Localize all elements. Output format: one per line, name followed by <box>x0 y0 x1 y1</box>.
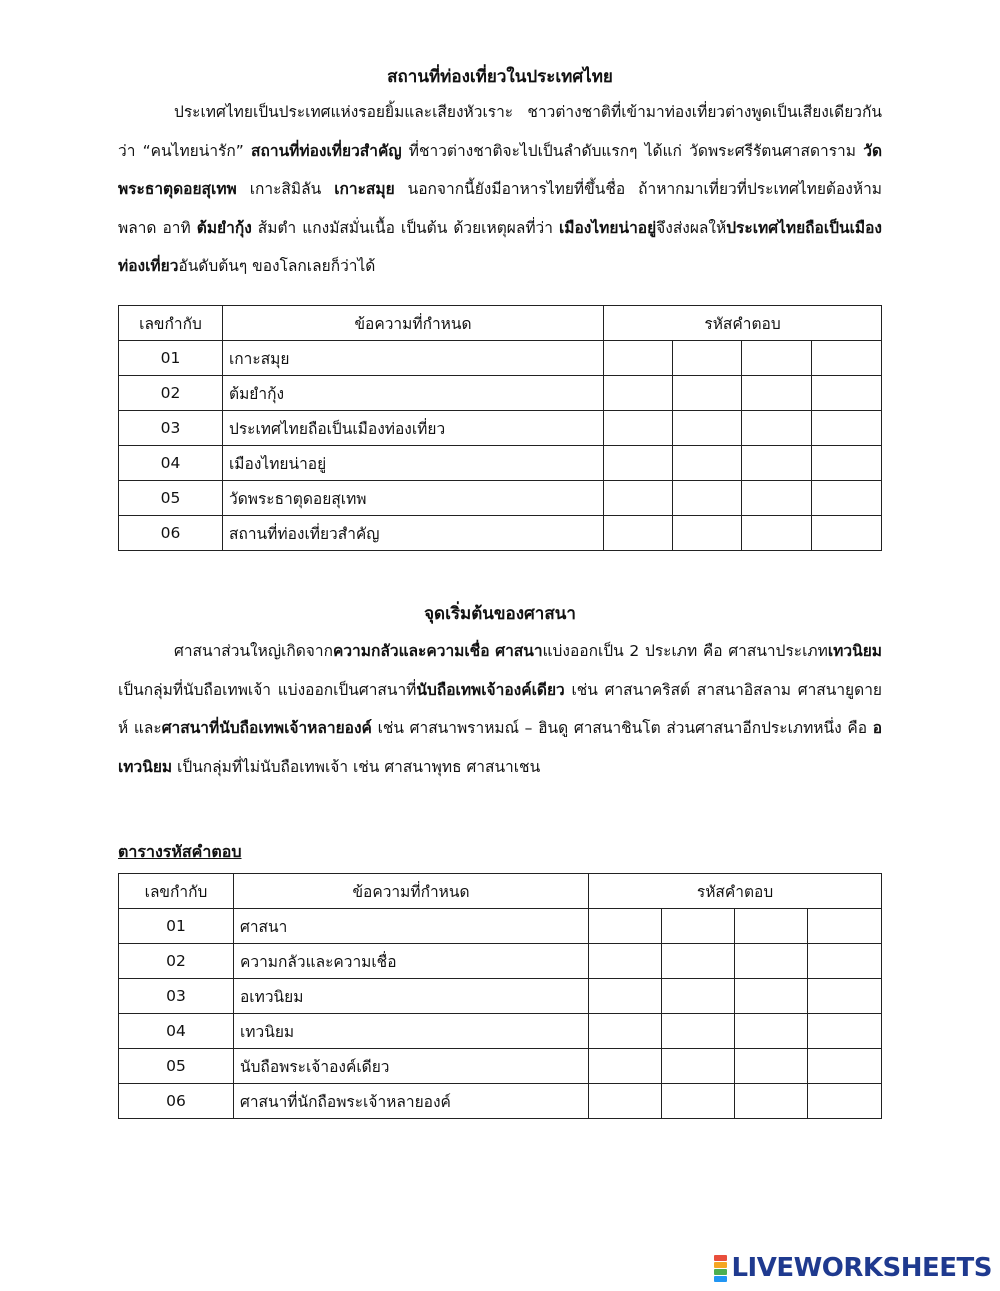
table-row <box>119 341 882 376</box>
answer-code-box[interactable] <box>662 1084 735 1119</box>
row-number: 06 <box>119 1084 234 1119</box>
header-answer-code: รหัสคำตอบ <box>604 306 882 341</box>
bold-keyword: ประเทศไทยถือเป็นเมืองท่องเที่ยว <box>118 218 882 275</box>
bold-keyword: เกาะสมุย <box>334 180 395 198</box>
table-row <box>119 1084 882 1119</box>
answer-code-box[interactable] <box>662 1049 735 1084</box>
answer-code-box[interactable] <box>673 376 742 411</box>
table-row <box>119 1049 882 1084</box>
row-statement: ศาสนา <box>234 909 589 944</box>
text-run: เช่น ศาสนาคริสต์ สาสนาอิสลาม ศาสนายูดายห์ และ <box>118 680 882 737</box>
answer-code-box[interactable] <box>735 1049 808 1084</box>
text-run: เป็นกลุ่มที่นับถือเทพเจ้า แบ่งออกเป็นศาสนาที่ <box>118 680 417 699</box>
text-run: ประเทศไทยเป็นประเทศแห่งรอยยิ้มและเสียงหัวเราะ ชาวต่างชาติที่เข้ามาท่องเที่ยวต่างพูดเป็นเสียงเดียวกันว่า “คนไทยน่ารัก” <box>118 103 882 160</box>
answer-code-box[interactable] <box>742 446 812 481</box>
bold-keyword: ความกลัวและความเชื่อ <box>332 642 490 660</box>
answer-code-box[interactable] <box>808 909 882 944</box>
answer-code-box[interactable] <box>808 1014 882 1049</box>
row-statement: เมืองไทยน่าอยู่ <box>223 446 604 481</box>
answer-code-box[interactable] <box>589 944 662 979</box>
bold-keyword: นับถือเทพเจ้าองค์เดียว <box>416 680 565 699</box>
table-row <box>119 446 882 481</box>
answer-code-box[interactable] <box>808 944 882 979</box>
table-row <box>119 1014 882 1049</box>
row-statement: ความกลัวและความเชื่อ <box>234 944 589 979</box>
table-row <box>119 979 882 1014</box>
logo-text: LIVEWORKSHEETS <box>731 1253 992 1283</box>
logo-bar <box>714 1276 727 1282</box>
answer-code-box[interactable] <box>673 341 742 376</box>
row-statement: อเทวนิยม <box>234 979 589 1014</box>
answer-code-box[interactable] <box>812 411 882 446</box>
row-number: 03 <box>119 979 234 1014</box>
bold-keyword: อเทวนิยม <box>118 719 882 776</box>
row-statement: เทวนิยม <box>234 1014 589 1049</box>
answer-code-box[interactable] <box>604 481 673 516</box>
answer-code-box[interactable] <box>673 516 742 551</box>
answer-code-box[interactable] <box>808 1049 882 1084</box>
answer-code-box[interactable] <box>604 411 673 446</box>
answer-code-box[interactable] <box>604 341 673 376</box>
answer-code-box[interactable] <box>808 979 882 1014</box>
answer-code-box[interactable] <box>589 1049 662 1084</box>
row-statement: ประเทศไทยถือเป็นเมืองท่องเที่ยว <box>223 411 604 446</box>
answer-code-box[interactable] <box>662 944 735 979</box>
answer-code-box[interactable] <box>812 516 882 551</box>
logo-mark-icon <box>714 1255 727 1282</box>
answer-code-box[interactable] <box>812 446 882 481</box>
bold-keyword: ศาสนาที่นับถือเทพเจ้าหลายองค์ <box>161 719 372 737</box>
row-number: 01 <box>119 341 223 376</box>
row-statement: วัดพระธาตุดอยสุเทพ <box>223 481 604 516</box>
answer-code-box[interactable] <box>604 516 673 551</box>
answer-code-box[interactable] <box>673 446 742 481</box>
table-row <box>119 944 882 979</box>
row-statement: นับถือพระเจ้าองค์เดียว <box>234 1049 589 1084</box>
answer-table-2 <box>118 873 882 1119</box>
answer-code-box[interactable] <box>604 376 673 411</box>
text-run: ศาสนาส่วนใหญ่เกิดจาก <box>174 642 333 660</box>
row-number: 04 <box>119 446 223 481</box>
bold-keyword: ศาสนา <box>495 642 543 660</box>
bold-keyword: เมืองไทยน่าอยู่ <box>558 218 657 237</box>
answer-code-box[interactable] <box>812 481 882 516</box>
header-answer-code: รหัสคำตอบ <box>589 874 882 909</box>
answer-code-box[interactable] <box>735 909 808 944</box>
answer-code-box[interactable] <box>742 481 812 516</box>
row-number: 04 <box>119 1014 234 1049</box>
answer-code-box[interactable] <box>735 944 808 979</box>
table-row <box>119 411 882 446</box>
logo-bar <box>714 1262 727 1268</box>
table-row <box>119 909 882 944</box>
text-run: ส้มตำ แกงมัสมั่นเนื้อ เป็นต้น ด้วยเหตุผลที่ว่า <box>251 218 559 237</box>
row-number: 05 <box>119 481 223 516</box>
section-1-paragraph <box>118 93 882 286</box>
header-statement: ข้อความที่กำหนด <box>223 306 604 341</box>
answer-code-box[interactable] <box>673 481 742 516</box>
answer-code-box[interactable] <box>589 979 662 1014</box>
row-number: 01 <box>119 909 234 944</box>
row-number: 02 <box>119 376 223 411</box>
row-statement: ต้มยำกุ้ง <box>223 376 604 411</box>
section-2-title: จุดเริ่มต้นของศาสนา <box>424 604 576 624</box>
answer-code-box[interactable] <box>662 1014 735 1049</box>
header-number: เลขกำกับ <box>119 306 223 341</box>
answer-code-box[interactable] <box>589 1014 662 1049</box>
header-statement: ข้อความที่กำหนด <box>234 874 589 909</box>
text-run: เช่น ศาสนาพราหมณ์ – ฮินดู ศาสนาชินโต ส่วนศาสนาอีกประเภทหนึ่ง คือ <box>371 719 873 737</box>
answer-code-box[interactable] <box>808 1084 882 1119</box>
answer-code-box[interactable] <box>742 376 812 411</box>
answer-code-box[interactable] <box>662 979 735 1014</box>
answer-table-1 <box>118 305 882 551</box>
table-row <box>119 516 882 551</box>
logo-bar <box>714 1269 727 1275</box>
answer-code-box[interactable] <box>742 516 812 551</box>
answer-code-box[interactable] <box>673 411 742 446</box>
row-number: 06 <box>119 516 223 551</box>
row-statement: ศาสนาที่นักถือพระเจ้าหลายองค์ <box>234 1084 589 1119</box>
answer-code-box[interactable] <box>742 411 812 446</box>
answer-code-box[interactable] <box>735 979 808 1014</box>
header-number: เลขกำกับ <box>119 874 234 909</box>
answer-code-box[interactable] <box>735 1014 808 1049</box>
answer-code-box[interactable] <box>604 446 673 481</box>
text-run: นอกจากนี้ยังมีอาหารไทยที่ขึ้นชื่อ ถ้าหากมาเที่ยวที่ประเทศไทยต้องห้ามพลาด อาทิ <box>118 180 882 237</box>
row-statement: เกาะสมุย <box>223 341 604 376</box>
text-run: เป็นกลุ่มที่ไม่นับถือเทพเจ้า เช่น ศาสนาพุทธ ศาสนาเชน <box>172 757 541 776</box>
section-1-title: สถานที่ท่องเที่ยวในประเทศไทย <box>387 67 613 87</box>
row-number: 05 <box>119 1049 234 1084</box>
answer-code-box[interactable] <box>589 1084 662 1119</box>
answer-code-box[interactable] <box>742 341 812 376</box>
answer-code-box[interactable] <box>812 341 882 376</box>
text-run: เกาะสิมิลัน <box>236 180 335 198</box>
row-number: 02 <box>119 944 234 979</box>
bold-keyword: สถานที่ท่องเที่ยวสำคัญ <box>251 141 402 160</box>
table-row <box>119 481 882 516</box>
text-run: อันดับต้นๆ ของโลกเลยก็ว่าได้ <box>178 257 376 275</box>
row-number: 03 <box>119 411 223 446</box>
bold-keyword: ต้มยำกุ้ง <box>196 218 252 237</box>
answer-code-box[interactable] <box>662 909 735 944</box>
table-row <box>119 376 882 411</box>
section-2-paragraph <box>118 632 882 786</box>
logo-bar <box>714 1255 727 1261</box>
bold-keyword: วัดพระธาตุดอยสุเทพ <box>118 141 883 198</box>
text-run: ที่ชาวต่างชาติจะไปเป็นลำดับแรกๆ ได้แก่ วัดพระศรีรัตนศาสดาราม <box>401 141 864 160</box>
answer-table-label: ตารางรหัสคำตอบ <box>118 842 242 861</box>
text-run: จึงส่งผลให้ <box>656 218 727 237</box>
liveworksheets-logo <box>714 1252 992 1284</box>
text-run: แบ่งออกเป็น 2 ประเภท คือ ศาสนาประเภท <box>542 642 828 660</box>
answer-code-box[interactable] <box>589 909 662 944</box>
answer-code-box[interactable] <box>812 376 882 411</box>
row-statement: สถานที่ท่องเที่ยวสำคัญ <box>223 516 604 551</box>
answer-code-box[interactable] <box>735 1084 808 1119</box>
bold-keyword: เทวนิยม <box>827 642 882 660</box>
